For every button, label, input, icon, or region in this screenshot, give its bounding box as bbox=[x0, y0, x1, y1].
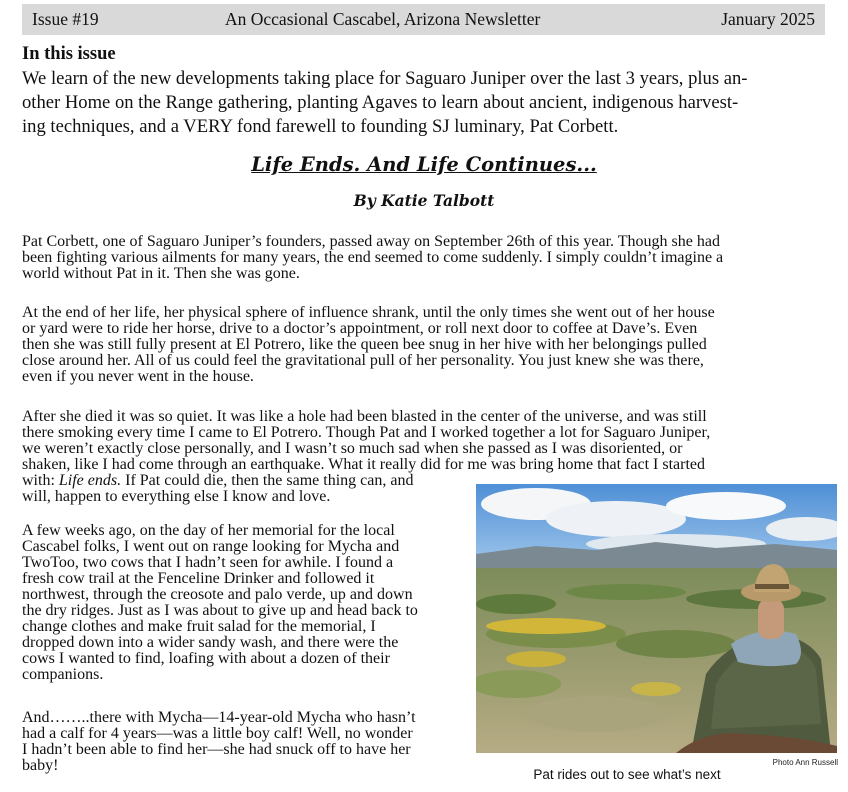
article-paragraph bbox=[22, 234, 723, 282]
paragraph-line: cows I wanted to find, loafing with about a dozen of their bbox=[22, 650, 390, 667]
paragraph-line: A few weeks ago, on the day of her memorial for the local bbox=[22, 522, 395, 539]
article-paragraph bbox=[22, 710, 416, 774]
newsletter-header bbox=[22, 4, 825, 35]
paragraph-line: world without Pat in it. Then she was gone. bbox=[22, 265, 300, 282]
paragraph-line: or yard were to ride her horse, drive to a doctor’s appointment, or roll next door to coffee at Dave’s. Even bbox=[22, 320, 698, 337]
paragraph-line: been fighting various ailments for many years, the end seemed to come suddenly. I simply couldn’t imagine a bbox=[22, 249, 724, 266]
issue-number: Issue #19 bbox=[32, 9, 99, 29]
paragraph-line: After she died it was so quiet. It was like a hole had been blasted in the center of the universe, and was still bbox=[22, 408, 707, 425]
paragraph-line: At the end of her life, her physical sphere of influence shrank, until the only times she went out of her house bbox=[22, 304, 715, 321]
paragraph-line: we weren’t exactly close personally, and I wasn’t so much sad when she passed as I was disoriented, or bbox=[22, 440, 683, 457]
paragraph-line: And……..there with Mycha—14-year-old Mycha who hasn’t bbox=[22, 709, 416, 726]
life-ends-emphasis: Life ends. bbox=[58, 472, 122, 489]
paragraph-line: TwoToo, two cows that I hadn’t seen for awhile. I found a bbox=[22, 554, 394, 571]
paragraph-line: Cascabel folks, I went out on range looking for Mycha and bbox=[22, 538, 400, 555]
paragraph-line: dropped down into a wider sandy wash, and there were the bbox=[22, 634, 399, 651]
article-paragraph bbox=[22, 523, 418, 683]
paragraph-line: shaken, like I had come through an earthquake. What it really did for me was bring home that fact I started bbox=[22, 456, 706, 473]
paragraph-line: I hadn’t been able to find her—she had snuck off to have her bbox=[22, 741, 411, 758]
in-this-issue-heading: In this issue bbox=[22, 44, 116, 64]
summary-line: other Home on the Range gathering, planting Agaves to learn about ancient, indigenous harvest- bbox=[22, 92, 739, 113]
photo-caption: Pat rides out to see what’s next bbox=[533, 767, 721, 782]
paragraph-line: companions. bbox=[22, 666, 104, 683]
paragraph-line: Pat Corbett, one of Saguaro Juniper’s founders, passed away on September 26th of this year. Though she had bbox=[22, 233, 720, 250]
in-this-issue-summary bbox=[22, 67, 827, 139]
desert-horse-rider-illustration bbox=[476, 484, 837, 753]
photo-credit: Photo Ann Russell bbox=[772, 758, 838, 767]
paragraph-line: baby! bbox=[22, 757, 59, 774]
paragraph-line: will, happen to everything else I know and love. bbox=[22, 488, 331, 505]
paragraph-line: even if you never went in the house. bbox=[22, 368, 254, 385]
summary-line: We learn of the new developments taking place for Saguaro Juniper over the last 3 years, plus an- bbox=[22, 68, 748, 89]
summary-line: ing techniques, and a VERY fond farewell to founding SJ luminary, Pat Corbett. bbox=[22, 116, 619, 137]
paragraph-line: change clothes and make fruit salad for the memorial, I bbox=[22, 618, 376, 635]
paragraph-line: the dry ridges. Just as I was about to give up and head back to bbox=[22, 602, 418, 619]
issue-date: January 2025 bbox=[721, 9, 815, 29]
paragraph-line: had a calf for 4 years—was a little boy calf! Well, no wonder bbox=[22, 725, 413, 742]
paragraph-line: fresh cow trail at the Fenceline Drinker and followed it bbox=[22, 570, 375, 587]
article-title: Life Ends. And Life Continues... bbox=[251, 153, 597, 176]
paragraph-line: northwest, through the creosote and palo verde, up and down bbox=[22, 586, 413, 603]
rider-photo bbox=[476, 484, 837, 753]
paragraph-line: close around her. All of us could feel the gravitational pull of her personality. You just knew she was there, bbox=[22, 352, 704, 369]
article-byline: By Katie Talbott bbox=[353, 191, 495, 210]
line-suffix: If Pat could die, then the same thing can, and bbox=[121, 472, 414, 489]
newsletter-title: An Occasional Cascabel, Arizona Newsletter bbox=[225, 9, 541, 29]
article-paragraph bbox=[22, 305, 715, 385]
line-prefix: with: bbox=[22, 472, 59, 489]
paragraph-line: then she was still fully present at El Potrero, like the queen bee snug in her hive with her belongings pulled bbox=[22, 336, 707, 353]
paragraph-line: there smoking every time I came to El Potrero. Though Pat and I worked together a lot for Saguaro Juniper, bbox=[22, 424, 711, 441]
